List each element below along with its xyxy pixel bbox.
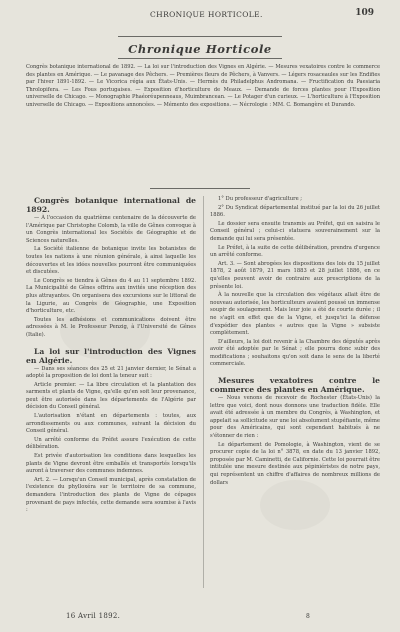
right-column	[210, 196, 380, 488]
paragraph: — Nous venons de recevoir de Rochester (États-Unis) la lettre que voici, dont nous donnons une traduction fidèle. Elle avait été adressée à un membre du Congrès, à Washington, et appelait sa sollicitude sur une loi absolument stupéfiante, même pour des Américains, qui sont cependant habitués à ne s'étonner de rien :	[210, 395, 380, 440]
title-rule-bottom	[118, 58, 282, 59]
issue-date: 16 Avril 1892.	[66, 612, 121, 620]
title-rule-top	[118, 36, 282, 37]
section-heading-mesures: Mesures vexatoires contre le commerce des plantes en Amérique.	[210, 376, 380, 395]
column-divider	[203, 196, 204, 588]
section-heading-vignes: La loi sur l'introduction des Vignes en Algérie.	[26, 346, 196, 365]
paragraph: Est privée d'autorisation les conditions dans lesquelles les plants de Vigne devront être emballés et transportés lorsqu'ils auront à traverser des communes indemnes.	[26, 453, 196, 475]
paragraph: L'autorisation n'étant en départements : toutes, aux arrondissements ou aux communes, suivant la décision du Conseil général.	[26, 413, 196, 435]
paragraph: Art. 3. — Sont abrogées les dispositions des lois du 15 juillet 1878, 2 août 1879, 21 mars 1883 et 28 juillet 1886, en ce qu'elles peuvent avoir de contraire aux prescriptions de la présente loi.	[210, 260, 380, 290]
paragraph: La Société italienne de botanique invite les botanistes de toutes les nations à une réunion générale, à ainsi laquelle les découvertes et les idées nouvelles pourront être communiquées et discutées.	[26, 246, 196, 276]
paragraph: Le Congrès se tiendra à Gênes du 4 au 11 septembre 1892. La Municipalité de Gênes offrira aux invités une réception des plus attrayantes. On organisera des excursions sur le littoral de la Ligurie, au Congrès de Géographie, une Exposition d'horticulture, etc.	[26, 277, 196, 315]
paragraph: — À l'occasion du quatrième centenaire de la découverte de l'Amérique par Christophe Colomb, la ville de Gênes convoque à un Congrès international les Sociétés de Géographie et de Sciences naturelles.	[26, 215, 196, 244]
paragraph: Article premier. — La libre circulation et la plantation des sarments et plants de Vigne, qu'elle qu'en soit leur provenance, peut être autorisée dans les départements de l'Algérie par décision du Conseil général.	[26, 381, 196, 411]
page-number: 109	[355, 8, 374, 18]
paragraph: Un arrêté conforme du Préfet assure l'exécution de cette délibération.	[26, 436, 196, 451]
signature-mark: 8	[306, 613, 310, 620]
paragraph: D'ailleurs, la loi doit revenir à la Chambre des députés après avoir été adoptée par le Sénat ; elle pourra donc subir des modifications ; souhaitons qu'on soit dans le sens de la liberté commerciale.	[210, 338, 380, 368]
paragraph: Art. 2. — Lorsqu'un Conseil municipal, après constatation de l'existence du phylloxéra sur le territoire de sa commune, demandera l'introduction des plants de Vigne de cépages provenant de pays infectés, cette demande sera soumise à l'avis :	[26, 476, 196, 514]
paragraph: Le Préfet, à la suite de cette délibération, prendra d'urgence un arrêté conforme.	[210, 244, 380, 259]
left-column	[26, 196, 196, 516]
paragraph: — Dans ses séances des 25 et 21 janvier dernier, le Sénat a adopté la proposition de loi dont la teneur suit :	[26, 365, 196, 380]
paragraph: Le département de Pomologie, à Washington, vient de se procurer copie de la loi n° 3878, en date du 13 janvier 1892, proposée par M. Caminetti, de Californie. Cette loi pourrait être intitulée une mesure destinée aux pépiniéristes de notre pays, qui représentent un chiffre d'affaires de nombreux millions de dollars	[210, 441, 380, 486]
section-heading-congres: Congrès botanique international de 1892.	[26, 196, 196, 214]
summary-paragraph: Congrès botanique international de 1892. — La loi sur l'introduction des Vignes en Algérie. — Mesures vexatoires contre le commerce des plantes en Amérique. — Le pavanage des Pêchers. — Premières fleurs de Pêchers, à Vanvers. — Légers rosaceaules sur les Endifies par l'hiver 1891-1892. — Le Vicorica régia aux États-Unis. — Hermès du Philadelphus Andromana. — Fructification du Paesiaria Throlopifera. — Les Fous portugaises. — Exposition d'horticulture de Meaux. — Demande de forces plantes pour l'Exposition universelle de Chicago. — Monographie Phaéoréupenneaus, Muimbrancean. — Le Potager d'un curieux. — L'horticulture à l'Exposition universelle de Chicago. — Expositions annoncées. — Mémento des expositions. — Nécrologie : MM. C. Bomangère et Durando.	[26, 64, 380, 108]
paragraph: 2° Du Syndicat départemental institué par la loi du 26 juillet 1886.	[210, 204, 380, 219]
article-title: Chronique Horticole	[128, 42, 272, 56]
page-header	[0, 8, 400, 22]
paragraph: À la nouvelle que la circulation des végétaux allait être de nouveau autorisée, les horticulteurs avaient poussé un immense soupir de soulagement. Mais leur joie a été de courte durée ; il ne s'agit en effet que de la Vigne, et jusqu'ici la défense d'expédier des plantes « autres que la Vigne » subsiste complètement.	[210, 292, 380, 337]
paragraph: 1° Du professeur d'agriculture ;	[218, 196, 303, 202]
paragraph: Toutes les adhésions et communications doivent être adressées à M. le Professeur Penzig, à l'Université de Gênes (Italie).	[26, 316, 196, 338]
running-title: CHRONIQUE HORTICOLE.	[150, 10, 263, 19]
summary-rule	[150, 188, 250, 189]
paragraph: Le dossier sera ensuite transmis au Préfet, qui en saisira le Conseil général ; celui-ci statuera souverainement sur la demande qui lui sera présentée.	[210, 220, 380, 242]
